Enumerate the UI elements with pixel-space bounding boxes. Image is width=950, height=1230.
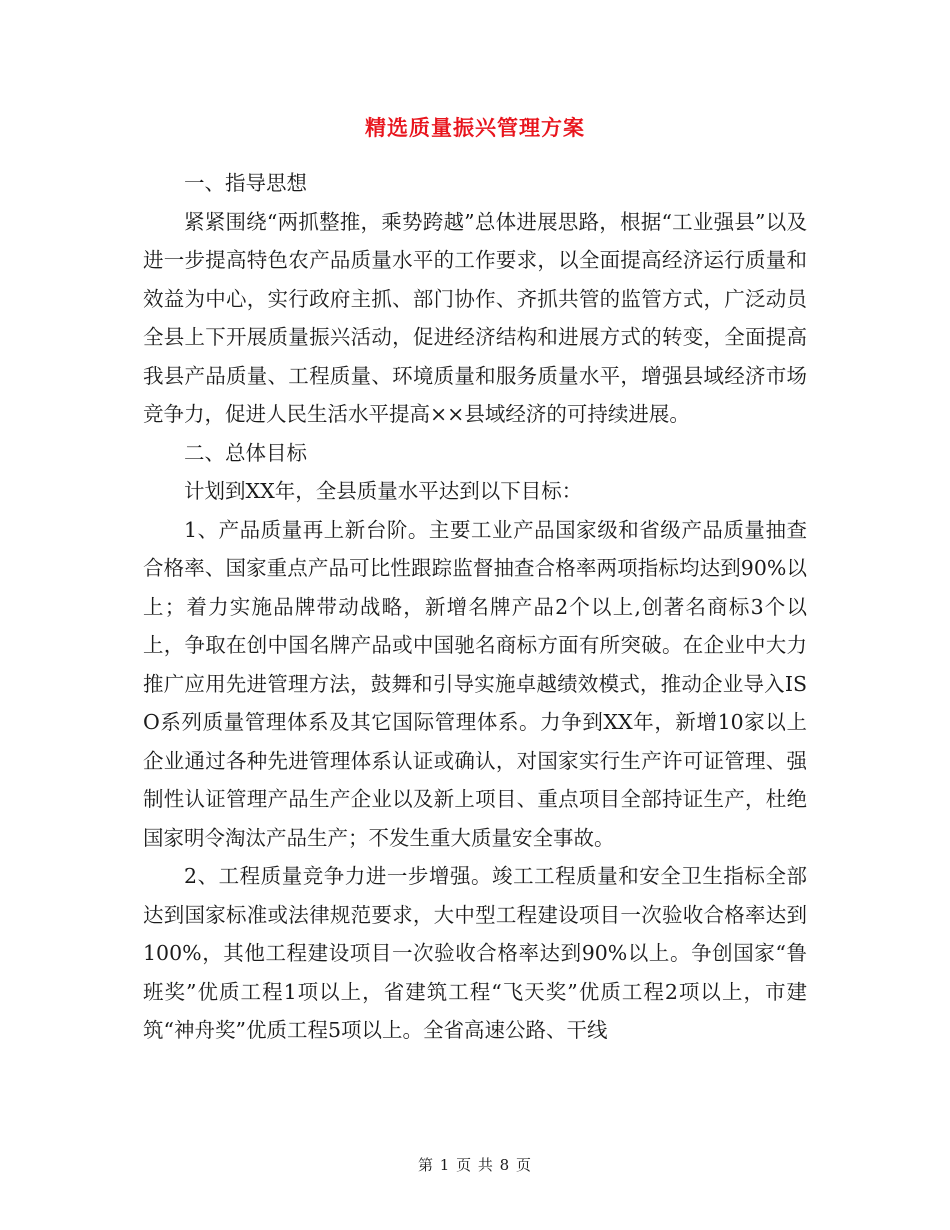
paragraph-engineering-quality: 2、工程质量竞争力进一步增强。竣工工程质量和安全卫生指标全部达到国家标准或法律规范要求，大中型工程建设项目一次验收合格率达到100%，其他工程建设项目一次验收合格率达到90%以上。争创国家“鲁班奖”优质工程1项以上，省建筑工程“飞天奖”优质工程2项以上，市建筑“神舟奖”优质工程5项以上。全省高速公路、干线: [143, 864, 807, 1042]
section-heading-overall-goals: 二、总体目标: [184, 440, 307, 465]
section-heading-guiding-ideology: 一、指导思想: [184, 171, 307, 195]
document-body: [143, 164, 807, 1050]
paragraph-product-quality: 1、产品质量再上新台阶。主要工业产品国家级和省级产品质量抽查合格率、国家重点产品可比性跟踪监督抽查合格率两项指标均达到90%以上；着力实施品牌带动战略，新增名牌产品2个以上,创著名商标3个以上，争取在创中国名牌产品或中国驰名商标方面有所突破。在企业中大力推广应用先进管理方法，鼓舞和引导实施卓越绩效模式，推动企业导入ISO系列质量管理体系及其它国际管理体系。力争到XX年，新增10家以上企业通过各种先进管理体系认证或确认，对国家实行生产许可证管理、强制性认证管理产品生产企业以及新上项目、重点项目全部持证生产，杜绝国家明令淘汰产品生产；不发生重大质量安全事故。: [143, 517, 807, 850]
paragraph-goals-intro: 计划到XX年，全县质量水平达到以下目标：: [184, 479, 583, 503]
page-footer: 第 1 页 共 8 页: [418, 1156, 532, 1174]
paragraph-guiding-ideology: 紧紧围绕“两抓整推，乘势跨越”总体进展思路，根据“工业强县”以及进一步提高特色农产品质量水平的工作要求，以全面提高经济运行质量和效益为中心，实行政府主抓、部门协作、齐抓共管的监管方式，广泛动员全县上下开展质量振兴活动，促进经济结构和进展方式的转变，全面提高我县产品质量、工程质量、环境质量和服务质量水平，增强县域经济市场竞争力，促进人民生活水平提高××县域经济的可持续进展。: [143, 209, 807, 426]
document-title: 精选质量振兴管理方案: [365, 115, 585, 140]
